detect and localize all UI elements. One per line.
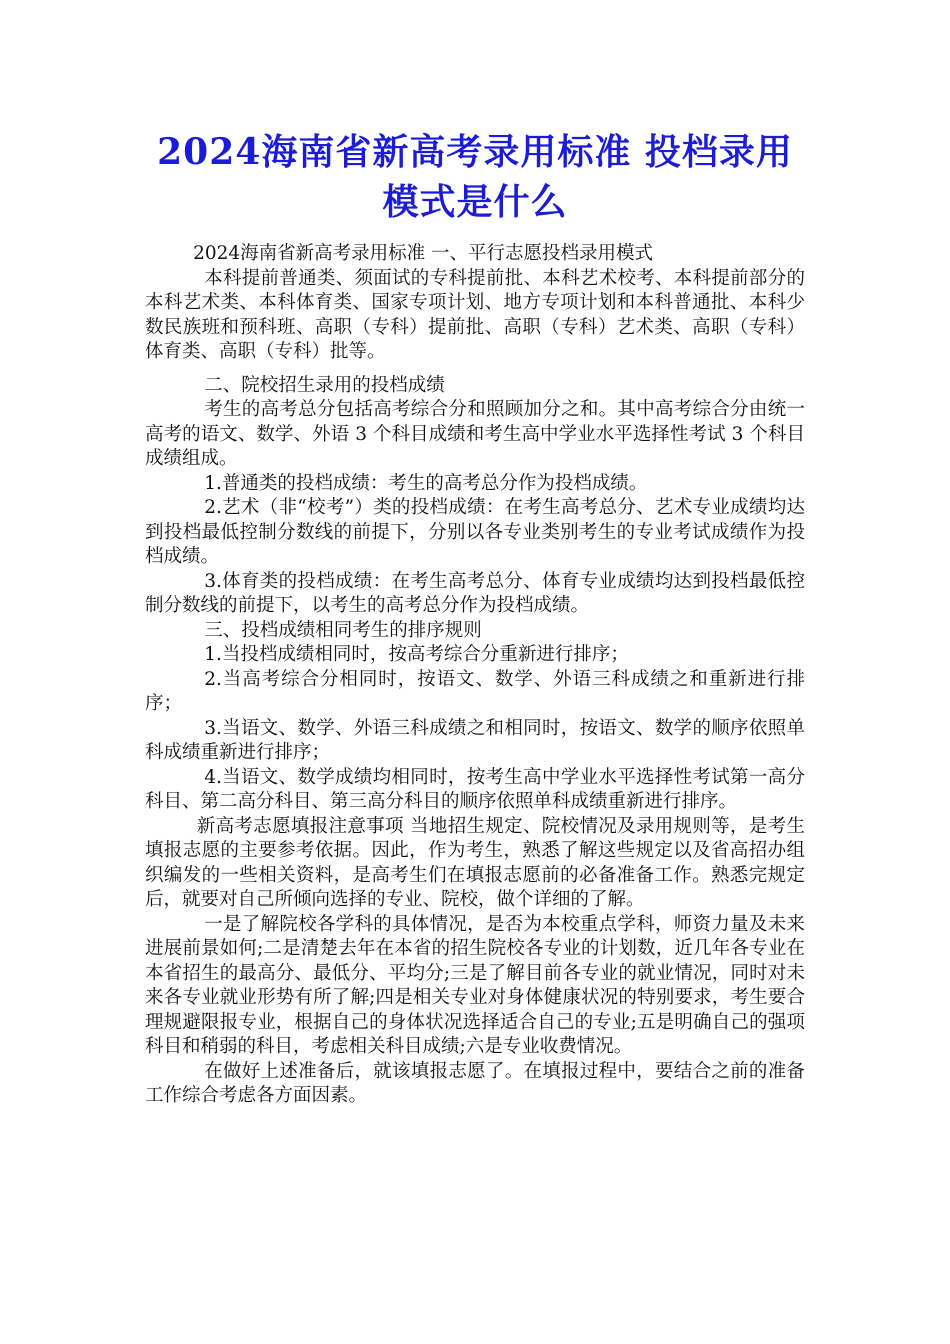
document-title: 2024海南省新高考录用标准 投档录用模式是什么 (157, 131, 793, 223)
list-item: 1.当投档成绩相同时，按高考综合分重新进行排序； (204, 644, 629, 665)
section-heading-3: 三、投档成绩相同考生的排序规则 (204, 619, 482, 641)
paragraph-notes: 新高考志愿填报注意事项 当地招生规定、院校情况及录用规则等，是考生填报志愿的主要参考依据。因此，作为考生，熟悉了解这些规定以及省高招办组织编发的一些相关资料，是高考生们在填报志愿前的必备准备工作。熟悉完规定后，就要对自己所倾向选择的专业、院校，做个详细的了解。 (145, 815, 805, 910)
list-item: 4.当语文、数学成绩均相同时，按考生高中学业水平选择性考试第一高分科目、第二高分科目、第三高分科目的顺序依照单科成绩重新进行排序。 (145, 766, 805, 812)
section-heading-2: 二、院校招生录用的投档成绩 (204, 374, 445, 396)
paragraph-intro: 2024海南省新高考录用标准 一、平行志愿投档录用模式 (193, 243, 654, 264)
paragraph-conclusion: 在做好上述准备后，就该填报志愿了。在填报过程中，要结合之前的准备工作综合考虑各方面因素。 (145, 1060, 805, 1106)
paragraph-total-score: 考生的高考总分包括高考综合分和照顾加分之和。其中高考综合分由统一高考的语文、数学、外语 3 个科目成绩和考生高中学业水平选择性考试 3 个科目成绩组成。 (145, 399, 805, 469)
list-item: 1.普通类的投档成绩：考生的高考总分作为投档成绩。 (204, 472, 648, 494)
paragraph-details: 一是了解院校各学科的具体情况，是否为本校重点学科，师资力量及未来进展前景如何;二是清楚去年在本省的招生院校各专业的计划数，近几年各专业在本省招生的最高分、最低分、平均分;三是了解目前各专业的就业情况，同时对未来各专业就业形势有所了解;四是相关专业对身体健康状况的特别要求，考生要合理规避限报专业，根据自己的身体状况选择适合自己的专业;五是明确自己的强项科目和稍弱的科目，考虑相关科目成绩;六是专业收费情况。 (145, 913, 805, 1057)
list-item: 3.当语文、数学、外语三科成绩之和相同时，按语文、数学的顺序依照单科成绩重新进行排序； (145, 717, 805, 763)
list-item: 3.体育类的投档成绩：在考生高考总分、体育专业成绩均达到投档最低控制分数线的前提下，以考生的高考总分作为投档成绩。 (145, 570, 805, 616)
list-item: 2.艺术（非“校考”）类的投档成绩：在考生高考总分、艺术专业成绩均达到投档最低控制分数线的前提下，分别以各专业类别考生的专业考试成绩作为投档成绩。 (145, 497, 805, 567)
document-body (145, 242, 805, 1109)
paragraph-batches: 本科提前普通类、须面试的专科提前批、本科艺术校考、本科提前部分的本科艺术类、本科体育类、国家专项计划、地方专项计划和本科普通批、本科少数民族班和预科班、高职（专科）提前批、高职（专科）艺术类、高职（专科）体育类、高职（专科）批等。 (145, 267, 805, 362)
list-item: 2.当高考综合分相同时，按语文、数学、外语三科成绩之和重新进行排序； (145, 668, 805, 714)
